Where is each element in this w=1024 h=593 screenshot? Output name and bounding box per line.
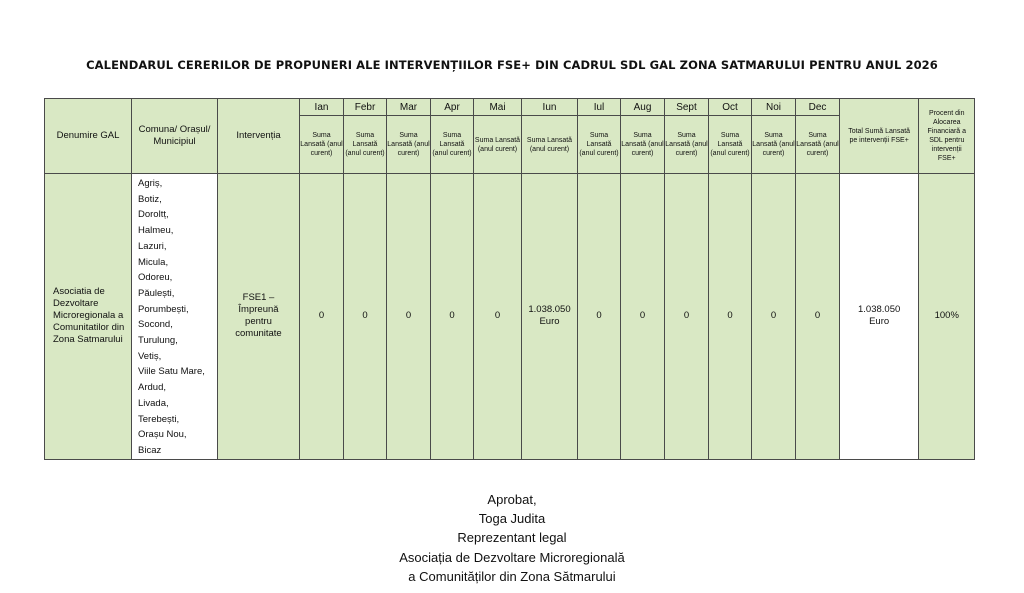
month-subheader: Suma Lansată (anul curent) [752, 116, 796, 174]
list-item: Botiz, [138, 193, 162, 205]
list-item: Viile Satu Mare, [138, 366, 205, 378]
month-subheader: Suma Lansată (anul curent) [522, 116, 578, 174]
month-subheader: Suma Lansată (anul curent) [796, 116, 840, 174]
month-header: Febr [344, 99, 387, 116]
month-subheader: Suma Lansată (anul curent) [300, 116, 344, 174]
month-header: Mar [387, 99, 431, 116]
header-interventia: Intervenția [218, 99, 300, 174]
month-value: 1.038.050 Euro [522, 174, 578, 460]
list-item: Terebești, [138, 413, 180, 425]
month-value: 0 [621, 174, 665, 460]
month-value: 0 [387, 174, 431, 460]
month-subheader: Suma Lansată (anul curent) [474, 116, 522, 174]
list-item: Ardud, [138, 382, 166, 394]
approval-block [0, 490, 1024, 586]
document-title: CALENDARUL CERERILOR DE PROPUNERI ALE INTERVENȚIILOR FSE+ DIN CADRUL SDL GAL ZONA SATMARULUI PENTRU ANUL 2026 [86, 58, 938, 72]
month-header: Sept [665, 99, 709, 116]
month-subheader: Suma Lansată (anul curent) [665, 116, 709, 174]
month-header: Iul [578, 99, 621, 116]
header-comuna: Comuna/ Orașul/ Municipiul [132, 99, 218, 174]
table-row [45, 174, 975, 460]
month-subheader: Suma Lansată (anul curent) [578, 116, 621, 174]
list-item: Socond, [138, 319, 173, 331]
header-procent: Procent din Alocarea Financiară a SDL pentru intervenții FSE+ [919, 99, 975, 174]
month-header: Ian [300, 99, 344, 116]
calendar-table [44, 98, 975, 460]
month-subheader: Suma Lansată (anul curent) [387, 116, 431, 174]
header-row-months [45, 99, 975, 116]
organization-line-1: Asociația de Dezvoltare Microregională [399, 549, 625, 565]
communes-cell [132, 174, 218, 460]
month-subheader: Suma Lansată (anul curent) [344, 116, 387, 174]
list-item: Turulung, [138, 335, 178, 347]
header-total: Total Sumă Lansată pe intervenții FSE+ [840, 99, 919, 174]
month-header: Noi [752, 99, 796, 116]
list-item: Halmeu, [138, 225, 174, 237]
month-subheader: Suma Lansată (anul curent) [621, 116, 665, 174]
month-value: 0 [300, 174, 344, 460]
month-value: 0 [578, 174, 621, 460]
list-item: Livada, [138, 397, 169, 409]
list-item: Micula, [138, 256, 169, 268]
interventia-cell: FSE1 – Împreună pentru comunitate [218, 174, 300, 460]
month-subheader: Suma Lansată (anul curent) [431, 116, 474, 174]
month-header: Iun [522, 99, 578, 116]
list-item: Orașu Nou, [138, 429, 187, 441]
list-item: Doroltț, [138, 209, 169, 221]
list-item: Vetiș, [138, 350, 162, 362]
list-item: Păulești, [138, 287, 175, 299]
signatory-role: Reprezentant legal [457, 530, 567, 546]
month-value: 0 [752, 174, 796, 460]
gal-name-cell: Asociatia de Dezvoltare Microregionala a Comunitatilor din Zona Satmarului [45, 174, 132, 460]
approval-label: Aprobat, [487, 492, 537, 507]
list-item: Lazuri, [138, 240, 167, 252]
month-value: 0 [796, 174, 840, 460]
signatory-name: Toga Judita [478, 511, 546, 527]
list-item: Bicaz [138, 444, 162, 456]
list-item: Agriș, [138, 178, 163, 189]
month-header: Dec [796, 99, 840, 116]
month-header: Oct [709, 99, 752, 116]
month-value: 0 [344, 174, 387, 460]
month-value: 0 [709, 174, 752, 460]
list-item: Porumbești, [138, 303, 189, 315]
month-value: 0 [474, 174, 522, 460]
header-gal: Denumire GAL [45, 99, 132, 174]
month-header: Mai [474, 99, 522, 116]
month-header: Apr [431, 99, 474, 116]
organization-line-2: a Comunităților din Zona Sătmarului [408, 568, 616, 584]
month-value: 0 [431, 174, 474, 460]
list-item: Odoreu, [138, 272, 173, 284]
total-cell: 1.038.050 Euro [840, 174, 919, 460]
procent-cell: 100% [919, 174, 975, 460]
month-subheader: Suma Lansată (anul curent) [709, 116, 752, 174]
month-header: Aug [621, 99, 665, 116]
month-value: 0 [665, 174, 709, 460]
